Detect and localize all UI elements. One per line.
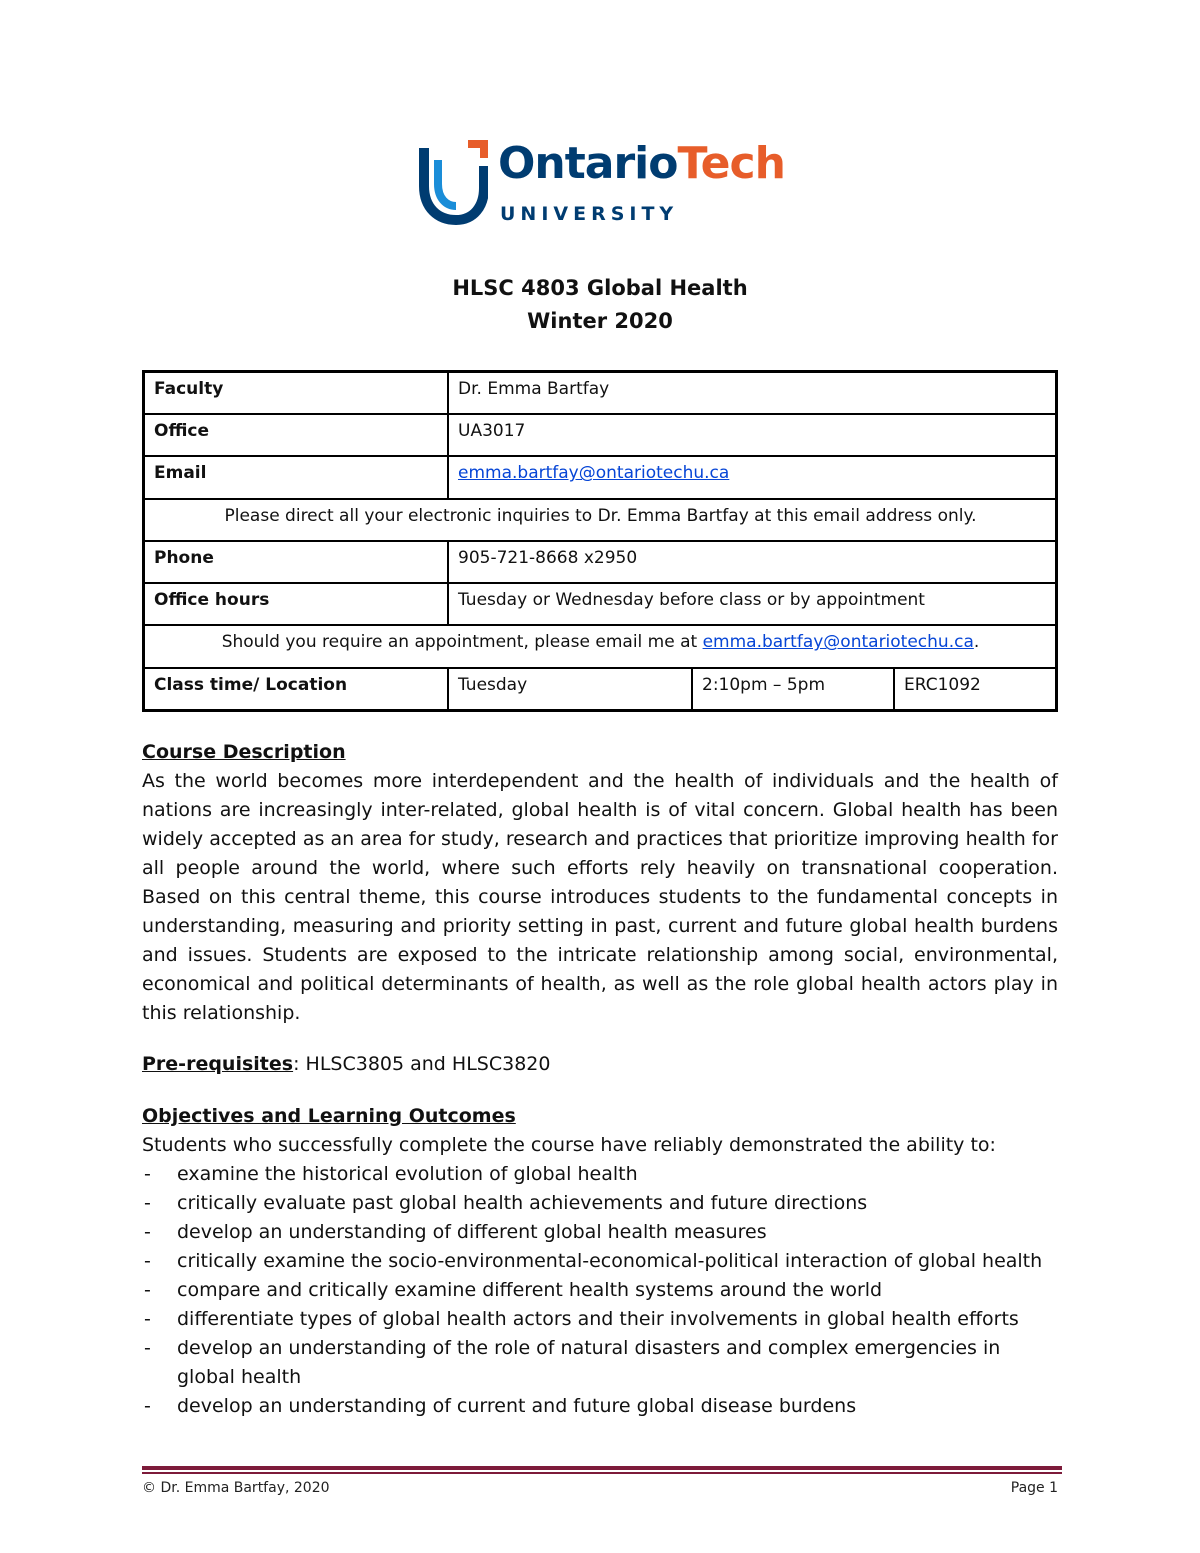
- logo-subtitle: UNIVERSITY: [500, 203, 679, 225]
- objective-item: - develop an understanding of the role of natural disasters and complex emergencies in global health: [142, 1334, 1058, 1392]
- email-cell: [448, 456, 1057, 498]
- faculty-row: [144, 372, 1057, 415]
- prerequisites-heading: Pre-requisites: [142, 1053, 294, 1075]
- faculty-value: Dr. Emma Bartfay: [448, 372, 1057, 415]
- course-description-heading: Course Description: [142, 741, 346, 763]
- course-description-section: [142, 738, 1058, 1028]
- objectives-intro: Students who successfully complete the course have reliably demonstrated the ability to:: [142, 1134, 996, 1156]
- prerequisites-section: [142, 1050, 1058, 1079]
- course-title: HLSC 4803 Global Health: [452, 276, 748, 300]
- email-note-row: [144, 499, 1057, 541]
- ontariotech-emblem-icon: [418, 140, 488, 226]
- phone-value: 905-721-8668 x2950: [448, 541, 1057, 583]
- objectives-list: [142, 1160, 1058, 1421]
- class-day: Tuesday: [448, 668, 692, 711]
- email-label: Email: [144, 456, 449, 498]
- class-time: 2:10pm – 5pm: [692, 668, 894, 711]
- objective-item: - develop an understanding of current and future global disease burdens: [142, 1392, 1058, 1421]
- appointment-email-link[interactable]: emma.bartfay@ontariotechu.ca: [702, 632, 974, 653]
- class-label: Class time/ Location: [144, 668, 449, 711]
- phone-row: [144, 541, 1057, 583]
- office-hours-row: [144, 583, 1057, 625]
- appointment-note-prefix: Should you require an appointment, please email me at: [221, 632, 703, 653]
- footer-rule-thin: [142, 1472, 1062, 1474]
- email-link[interactable]: emma.bartfay@ontariotechu.ca: [458, 463, 730, 484]
- footer-copyright: © Dr. Emma Bartfay, 2020: [142, 1480, 330, 1496]
- phone-label: Phone: [144, 541, 449, 583]
- objective-item: - develop an understanding of different global health measures: [142, 1218, 1058, 1247]
- objective-item: - critically examine the socio-environmental-economical-political interaction of global health: [142, 1247, 1058, 1276]
- objective-item: - critically evaluate past global health achievements and future directions: [142, 1189, 1058, 1218]
- objectives-section: [142, 1102, 1058, 1421]
- objective-item: - compare and critically examine different health systems around the world: [142, 1276, 1058, 1305]
- course-info-table: [142, 370, 1058, 712]
- email-row: [144, 456, 1057, 498]
- university-logo: [418, 140, 788, 226]
- logo-wordmark-ontario: Ontario: [498, 138, 678, 189]
- class-room: ERC1092: [894, 668, 1057, 711]
- office-hours-label: Office hours: [144, 583, 449, 625]
- footer-rule: [142, 1466, 1062, 1470]
- class-row: [144, 668, 1057, 711]
- faculty-label: Faculty: [144, 372, 449, 415]
- objective-item: - examine the historical evolution of global health: [142, 1160, 1058, 1189]
- appointment-row: [144, 625, 1057, 667]
- office-label: Office: [144, 414, 449, 456]
- appointment-note-suffix: .: [973, 632, 980, 653]
- logo-wordmark-tech: Tech: [677, 138, 785, 189]
- logo-wordmark: [498, 138, 785, 189]
- footer-page-number: Page 1: [1010, 1480, 1058, 1496]
- objective-item: - differentiate types of global health actors and their involvements in global health efforts: [142, 1305, 1058, 1334]
- appointment-note: [144, 625, 1057, 667]
- prerequisites-separator: :: [293, 1053, 306, 1075]
- prerequisites-text: HLSC3805 and HLSC3820: [305, 1053, 551, 1075]
- objectives-heading: Objectives and Learning Outcomes: [142, 1105, 516, 1127]
- course-term: Winter 2020: [527, 309, 673, 333]
- office-row: [144, 414, 1057, 456]
- office-hours-value: Tuesday or Wednesday before class or by appointment: [448, 583, 1057, 625]
- course-description-text: As the world becomes more interdependent and the health of individuals and the health of nations are increasingly inter-related, global health is of vital concern. Global health has been widely accepted as an area for study, research and practices that prioritize improving health for all people around the world, where such efforts rely heavily on transnational cooperation. Based on this central theme, this course introduces students to the fundamental concepts in understanding, measuring and priority setting in past, current and future global health burdens and issues. Students are exposed to the intricate relationship among social, environmental, economical and political determinants of health, as well as the role global health actors play in this relationship.: [142, 770, 1058, 1024]
- email-note: Please direct all your electronic inquiries to Dr. Emma Bartfay at this email address only.: [144, 499, 1057, 541]
- office-value: UA3017: [448, 414, 1057, 456]
